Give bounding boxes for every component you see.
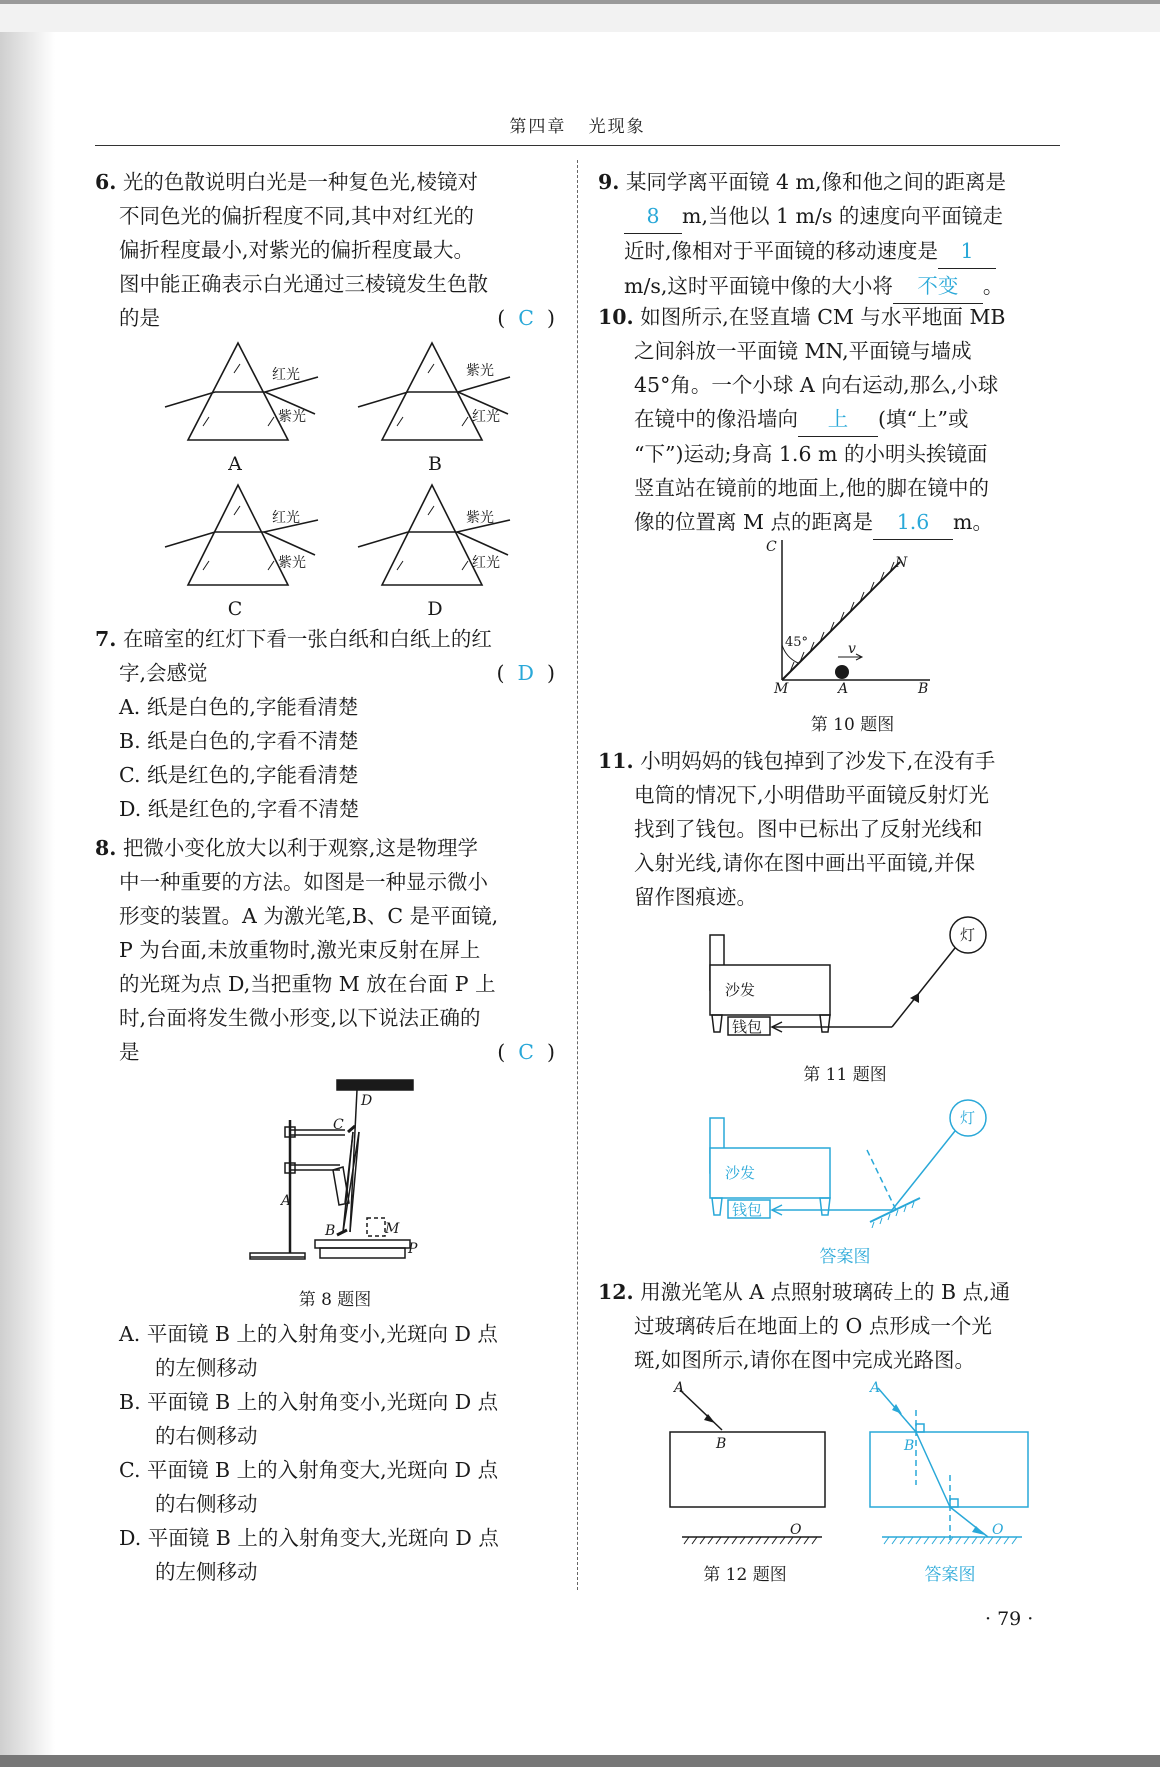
weight-m: [367, 1218, 385, 1236]
q6-answer: C: [518, 306, 534, 330]
page-shadow: [0, 32, 55, 1755]
q8-option-b: B. 平面镜 B 上的入射角变小,光斑向 D 点: [119, 1390, 499, 1414]
q7-option: B. 纸是白色的,字看不清楚: [119, 729, 359, 753]
q6-line: 图中能正确表示白光通过三棱镜发生色散: [119, 272, 488, 296]
q10-line: 45°角。一个小球 A 向右运动,那么,小球: [634, 373, 999, 397]
q7-number: 7.: [95, 627, 117, 651]
q7-answer-paren: ( D ): [496, 661, 555, 685]
prism-b-top-label: 紫光: [466, 363, 494, 379]
q8-answer-paren: ( C ): [497, 1040, 555, 1064]
q11-line: 留作图痕迹。: [634, 885, 757, 909]
page-number: · 79 ·: [985, 1608, 1034, 1630]
q7-line: 字,会感觉: [119, 661, 208, 685]
q12-line: 斑,如图所示,请你在图中完成光路图。: [634, 1348, 976, 1372]
q11-number: 11.: [598, 749, 634, 773]
q8-option-c-cont: 的右侧移动: [155, 1492, 258, 1516]
q10-line: (填“上”或: [878, 407, 969, 431]
label-angle: 45°: [785, 635, 809, 650]
column-divider: [577, 160, 578, 1590]
ball-a: [835, 665, 849, 679]
label-b: B: [325, 1223, 336, 1239]
q9-line: 近时,像相对于平面镜的移动速度是: [624, 239, 939, 263]
label-c: C: [766, 539, 777, 555]
q8-option-a: A. 平面镜 B 上的入射角变小,光斑向 D 点: [119, 1322, 498, 1346]
q8-option-a-cont: 的左侧移动: [155, 1356, 258, 1380]
q8-line: 是: [119, 1040, 140, 1064]
answer-label-o: O: [992, 1522, 1004, 1538]
prism-d-bottom-label: 红光: [472, 555, 500, 571]
q10-number: 10.: [598, 305, 634, 329]
q12-line: 用激光笔从 A 点照射玻璃砖上的 B 点,通: [640, 1280, 1011, 1304]
label-n: N: [895, 555, 908, 571]
label-c: C: [333, 1117, 344, 1133]
q10-line: 如图所示,在竖直墙 CM 与水平地面 MB: [640, 305, 1006, 329]
q7-option: C. 纸是红色的,字能看清楚: [119, 763, 359, 787]
q10-blank-2: 1.6: [873, 505, 953, 540]
chapter-label: 第四章: [509, 117, 567, 137]
answer-sofa-label: 沙发: [725, 1164, 756, 1182]
q8-option-b-cont: 的右侧移动: [155, 1424, 258, 1448]
q12-line: 过玻璃砖后在地面上的 O 点形成一个光: [634, 1314, 992, 1338]
normal-line: [867, 1150, 897, 1212]
prism-b-bottom-label: 红光: [472, 409, 500, 425]
screen: [337, 1080, 413, 1090]
question-12: [598, 1275, 1068, 1377]
q12-answer-caption: 答案图: [924, 1565, 976, 1585]
q11-answer-figure: [700, 1098, 990, 1228]
prism-b-caption: B: [428, 453, 442, 475]
q11-answer-caption: 答案图: [819, 1247, 871, 1267]
q10-line: 在镜中的像沿墙向: [634, 407, 798, 431]
prism-c-bottom-label: 紫光: [278, 555, 306, 571]
q8-option-c: C. 平面镜 B 上的入射角变大,光斑向 D 点: [119, 1458, 499, 1482]
lamp-label: 灯: [960, 926, 976, 944]
q8-option-d: D. 平面镜 B 上的入射角变大,光斑向 D 点: [119, 1526, 499, 1550]
q11-line: 找到了钱包。图中已标出了反射光线和: [634, 817, 983, 841]
q6-line: 不同色光的偏折程度不同,其中对红光的: [119, 204, 475, 228]
q9-line: 某同学离平面镜 4 m,像和他之间的距离是: [625, 170, 1006, 194]
q8-line: 中一种重要的方法。如图是一种显示微小: [119, 870, 488, 894]
wallet-label: 钱包: [732, 1018, 763, 1036]
q9-line-end: 。: [982, 274, 1004, 298]
answer-lamp-label: 灯: [960, 1109, 976, 1127]
q10-line-end: m。: [953, 510, 993, 534]
question-10: [598, 300, 1068, 540]
q8-number: 8.: [95, 836, 117, 860]
q6-number: 6.: [95, 170, 117, 194]
q12-number: 12.: [598, 1280, 634, 1304]
bottom-border: [0, 1755, 1160, 1767]
label-m: M: [385, 1221, 400, 1237]
label-o: O: [790, 1522, 802, 1538]
q10-blank-1: 上: [798, 402, 878, 437]
q10-figure: [760, 535, 945, 695]
question-11: [598, 744, 1068, 914]
question-8: [95, 831, 555, 1069]
q12-figure: [660, 1380, 830, 1545]
prism-c-caption: C: [227, 598, 243, 620]
q7-answer: D: [517, 661, 534, 685]
q11-figure-caption: 第 11 题图: [803, 1065, 887, 1085]
label-a: A: [674, 1380, 685, 1396]
answer-label-a: A: [870, 1380, 881, 1396]
prism-d-caption: D: [427, 598, 443, 620]
header-rule: [95, 145, 1060, 146]
q9-blank-1: 8: [624, 199, 682, 234]
q9-blank-3: 不变: [893, 269, 983, 304]
q12-figure-caption: 第 12 题图: [703, 1565, 787, 1585]
q9-number: 9.: [598, 170, 620, 194]
prism-a-top-label: 红光: [272, 367, 300, 383]
q6-answer-paren: ( C ): [497, 306, 555, 330]
q8-figure-caption: 第 8 题图: [298, 1290, 372, 1310]
question-9: [598, 165, 1068, 304]
q8-line: 时,台面将发生微小形变,以下说法正确的: [119, 1006, 481, 1030]
q10-line: “下”)运动;身高 1.6 m 的小明头挨镜面: [634, 442, 988, 466]
q6-line: 偏折程度最小,对紫光的偏折程度最大。: [119, 238, 475, 262]
q12-answer-figure: [860, 1380, 1040, 1545]
top-border: [0, 0, 1160, 4]
answer-label-b: B: [904, 1438, 915, 1454]
q9-line: m,当他以 1 m/s 的速度向平面镜走: [682, 204, 1003, 228]
page-header: [95, 112, 1060, 137]
q8-line: 形变的装置。A 为激光笔,B、C 是平面镜,: [119, 904, 499, 928]
q7-line: 在暗室的红灯下看一张白纸和白纸上的红: [122, 627, 492, 651]
q7-option: D. 纸是红色的,字看不清楚: [119, 797, 360, 821]
q10-figure-caption: 第 10 题图: [810, 715, 895, 735]
q6-line: 的是: [119, 306, 160, 330]
q8-line: P 为台面,未放重物时,激光束反射在屏上: [119, 938, 481, 962]
q7-option: A. 纸是白色的,字能看清楚: [119, 695, 359, 719]
q11-line: 入射光线,请你在图中画出平面镜,并保: [634, 851, 976, 875]
q10-line: 竖直站在镜前的地面上,他的脚在镜中的: [634, 476, 990, 500]
label-b: B: [918, 681, 929, 695]
q8-line: 的光斑为点 D,当把重物 M 放在台面 P 上: [119, 972, 496, 996]
q8-option-d-cont: 的左侧移动: [155, 1560, 258, 1584]
q8-figure: [245, 1075, 425, 1270]
mirror-mn: [782, 562, 900, 680]
q8-answer: C: [518, 1040, 534, 1064]
glass-brick: [670, 1432, 825, 1507]
label-d: D: [361, 1093, 373, 1109]
label-m: M: [774, 681, 789, 695]
q11-figure: [700, 915, 990, 1040]
answer-wallet-label: 钱包: [732, 1201, 763, 1219]
label-a: A: [281, 1193, 292, 1209]
q10-line: 之间斜放一平面镜 MN,平面镜与墙成: [634, 339, 972, 363]
q9-line: m/s,这时平面镜中像的大小将: [624, 274, 893, 298]
label-a: A: [838, 681, 849, 695]
q9-blank-2: 1: [938, 234, 996, 269]
chapter-title: 光现象: [588, 117, 646, 137]
q6-line: 光的色散说明白光是一种复色光,棱镜对: [122, 170, 478, 194]
prism-d-top-label: 紫光: [466, 510, 494, 526]
prism-a-bottom-label: 紫光: [278, 409, 306, 425]
label-v: v: [848, 641, 856, 657]
q11-line: 小明妈妈的钱包掉到了沙发下,在没有手: [640, 749, 996, 773]
prism-c-top-label: 红光: [272, 510, 300, 526]
q8-line: 把微小变化放大以利于观察,这是物理学: [122, 836, 478, 860]
q8-options: [119, 1317, 559, 1589]
label-b: B: [716, 1436, 727, 1452]
question-6: [95, 165, 555, 335]
label-p: P: [408, 1241, 418, 1257]
q6-prisms-figure: [160, 335, 520, 625]
prism-a-caption: A: [228, 453, 242, 475]
sofa-label: 沙发: [725, 981, 756, 999]
question-7: [95, 622, 555, 826]
q11-line: 电筒的情况下,小明借助平面镜反射灯光: [634, 783, 990, 807]
q10-line: 像的位置离 M 点的距离是: [634, 510, 874, 534]
